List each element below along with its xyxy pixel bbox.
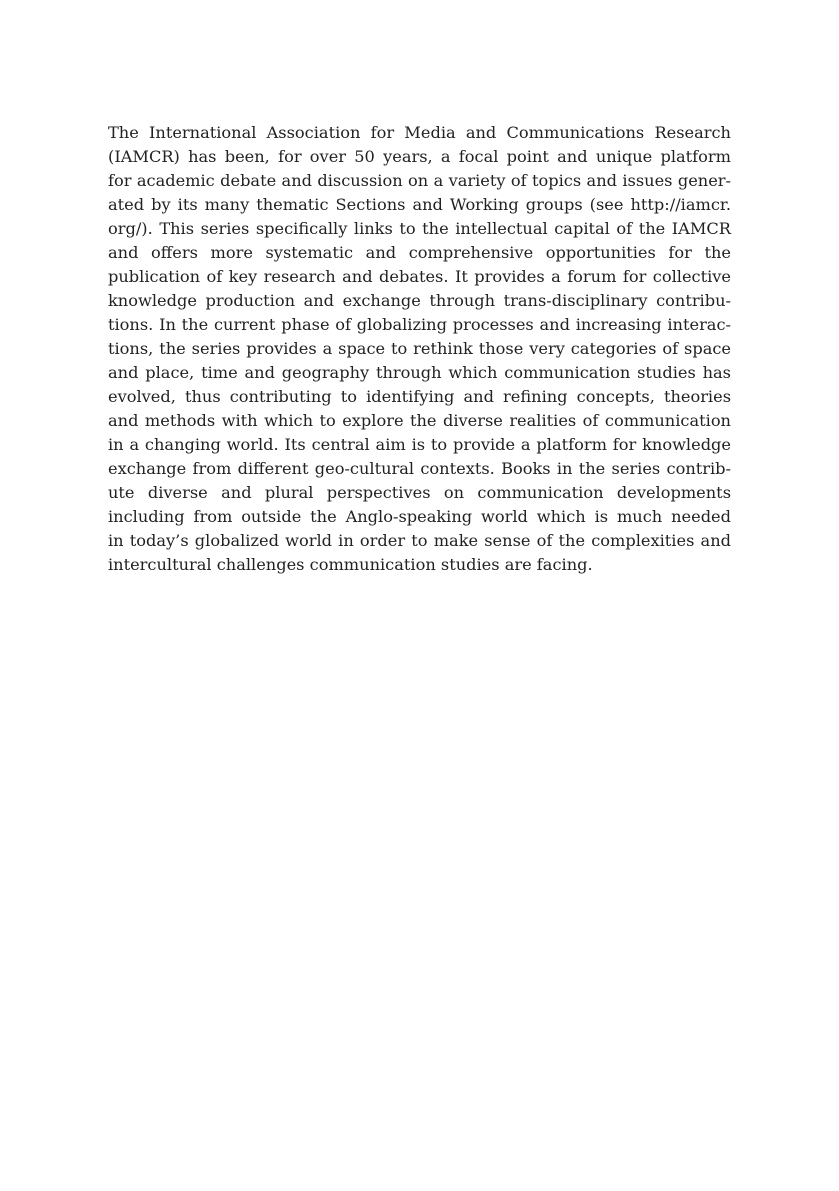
paragraph-line: ated by its many thematic Sections and Working groups (see http://iamcr. (108, 195, 731, 214)
paragraph-line: in today’s globalized world in order to make sense of the complexities and (108, 531, 731, 550)
paragraph-line: and place, time and geography through which communication studies has (108, 363, 731, 382)
paragraph-line: for academic debate and discussion on a variety of topics and issues gener- (108, 171, 731, 190)
paragraph-line: knowledge production and exchange through trans-disciplinary contribu- (108, 291, 731, 310)
paragraph-line: intercultural challenges communication studies are facing. (108, 555, 593, 574)
paragraph-line: and offers more systematic and comprehensive opportunities for the (108, 243, 731, 262)
paragraph-line: exchange from different geo-cultural contexts. Books in the series contrib- (108, 459, 731, 478)
paragraph-line: and methods with which to explore the diverse realities of communication (108, 411, 731, 430)
paragraph-line: publication of key research and debates. It provides a forum for collective (108, 267, 731, 286)
series-description-paragraph (108, 121, 731, 577)
paragraph-line: including from outside the Anglo-speaking world which is much needed (108, 507, 731, 526)
paragraph-line: org/). This series specifically links to the intellectual capital of the IAMCR (108, 219, 731, 238)
paragraph-line: (IAMCR) has been, for over 50 years, a focal point and unique platform (108, 147, 731, 166)
paragraph-line: The International Association for Media and Communications Research (108, 123, 731, 142)
paragraph-line: in a changing world. Its central aim is to provide a platform for knowledge (108, 435, 731, 454)
paragraph-line: evolved, thus contributing to identifying and refining concepts, theories (108, 387, 731, 406)
paragraph-line: tions. In the current phase of globalizing processes and increasing interac- (108, 315, 731, 334)
paragraph-line: tions, the series provides a space to rethink those very categories of space (108, 339, 731, 358)
paragraph-line: ute diverse and plural perspectives on communication developments (108, 483, 731, 502)
